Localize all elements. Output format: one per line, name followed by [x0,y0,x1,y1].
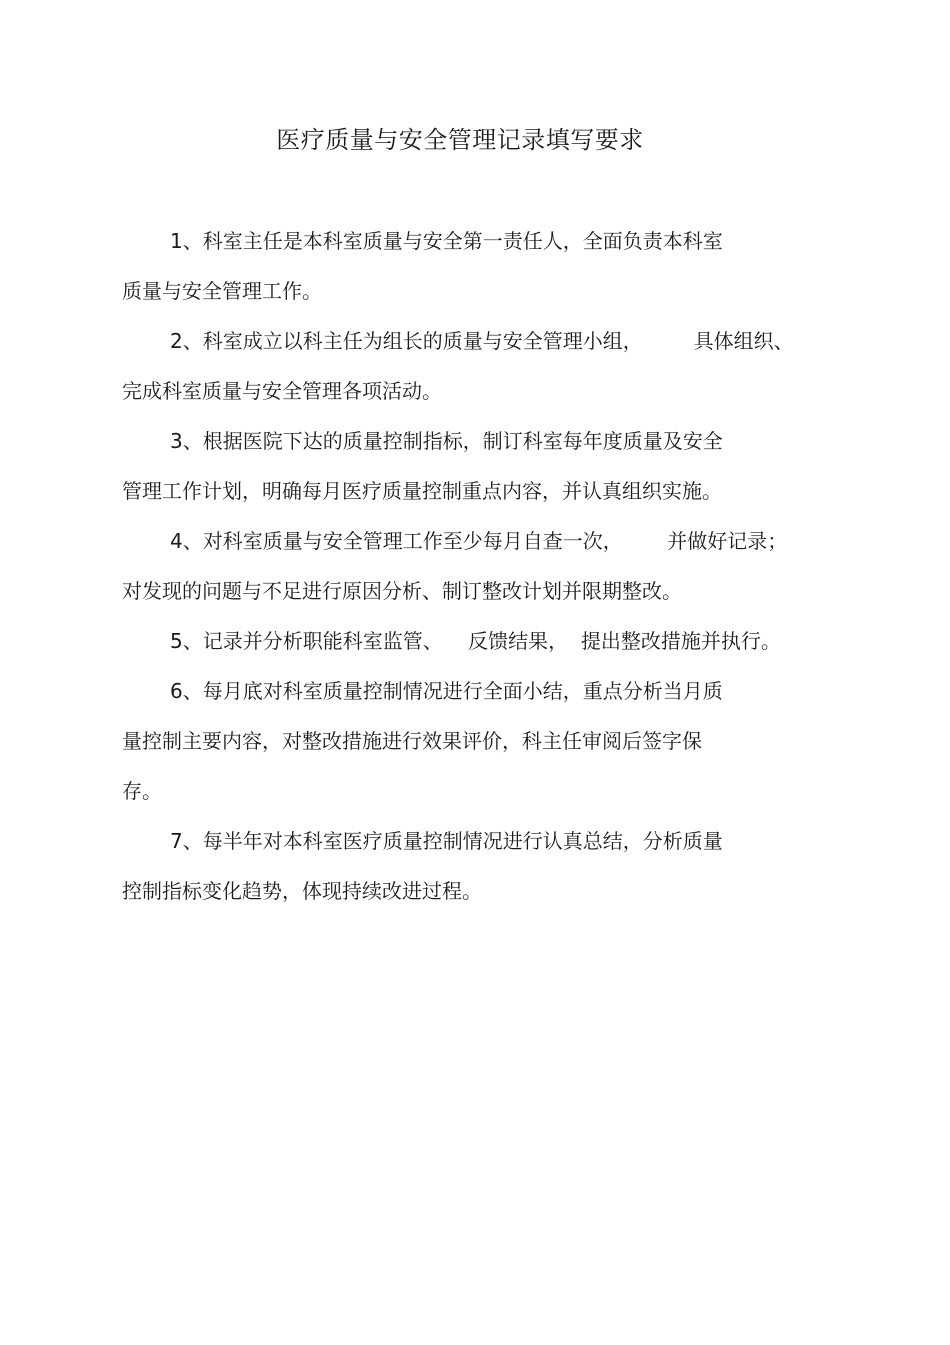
item-3-line-2: 管理工作计划，明确每月医疗质量控制重点内容，并认真组织实施。 [122,479,722,503]
document-title: 医疗质量与安全管理记录填写要求 [276,126,644,154]
item-5-line-1: 5、记录并分析职能科室监管、 反馈结果， 提出整改措施并执行。 [170,629,781,653]
item-6-line-2: 量控制主要内容，对整改措施进行效果评价，科主任审阅后签字保 [122,729,702,753]
item-2-line-1: 2、科室成立以科主任为组长的质量与安全管理小组， 具体组织、 [170,329,794,353]
item-1-line-2: 质量与安全管理工作。 [122,279,322,303]
item-1-line-1: 1、科室主任是本科室质量与安全第一责任人，全面负责本科室 [170,229,723,253]
item-4-line-1: 4、对科室质量与安全管理工作至少每月自查一次， 并做好记录； [170,529,788,553]
item-3-line-1: 3、根据医院下达的质量控制指标，制订科室每年度质量及安全 [170,429,723,453]
item-4-line-2: 对发现的问题与不足进行原因分析、制订整改计划并限期整改。 [122,579,682,603]
item-6-line-3: 存。 [122,779,162,803]
item-6-line-1: 6、每月底对科室质量控制情况进行全面小结，重点分析当月质 [170,679,723,703]
item-2-line-2: 完成科室质量与安全管理各项活动。 [122,379,442,403]
item-7-line-2: 控制指标变化趋势，体现持续改进过程。 [122,879,482,903]
item-7-line-1: 7、每半年对本科室医疗质量控制情况进行认真总结，分析质量 [170,829,723,853]
